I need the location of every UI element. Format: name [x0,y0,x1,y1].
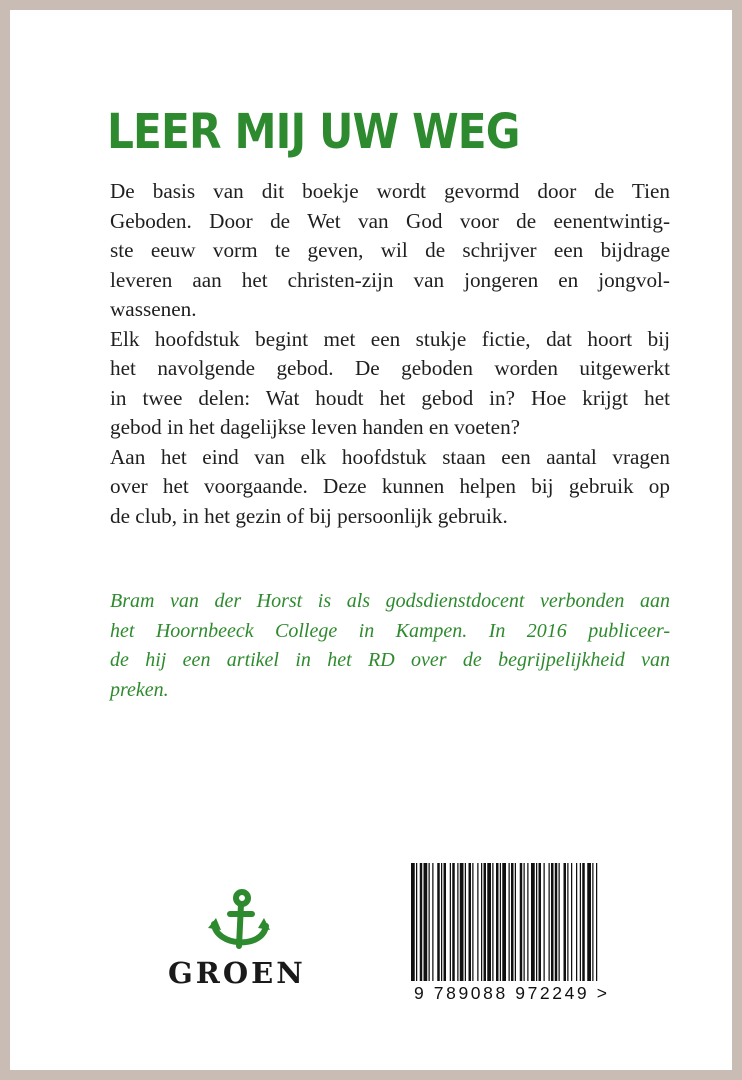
barcode-bar [420,863,423,981]
barcode-bar [437,863,440,981]
barcode-bar [477,863,478,981]
barcode-bar [511,863,514,981]
author-bio-line: Bram van der Horst is als godsdienstdocent verbonden aan [110,590,670,612]
barcode-bar [465,863,466,981]
author-bio-line: de hij een artikel in het RD over de begrijpelijkheid van [110,649,670,671]
barcode-bar [509,863,510,981]
description-line: de club, in het gezin of bij persoonlijk gebruik. [110,503,508,528]
barcode-bar [549,863,550,981]
author-bio-line: het Hoornbeeck College in Kampen. In 2016 publiceer- [110,619,670,642]
barcode-bar [492,863,493,981]
barcode-bar [469,863,472,981]
barcode-bar [411,863,415,981]
barcode-bar [582,863,585,981]
barcode-bar [432,863,433,981]
barcode-bar [487,863,491,981]
barcode-bar [576,863,577,981]
book-description [110,177,670,531]
barcode [408,863,644,981]
description-line: over het voorgaande. Deze kunnen helpen bij gebruik op [110,474,670,498]
description-line: ste eeuw vorm te geven, wil de schrijver een bijdrage [110,238,670,262]
barcode-bar [524,863,525,981]
barcode-bar [592,863,593,981]
description-line: in twee delen: Wat houdt het gebod in? Hoe krijgt het [110,385,670,410]
barcode-bar [539,863,542,981]
barcode-bar [551,863,554,981]
barcode-bar [472,863,473,981]
barcode-bar [536,863,537,981]
barcode-bar [416,863,417,981]
barcode-bar [460,863,464,981]
barcode-bar [567,863,568,981]
barcode-bar [520,863,523,981]
barcode-bar [429,863,430,981]
barcode-bar [527,863,528,981]
description-line: De basis van dit boekje wordt gevormd door de Tien [110,179,670,203]
barcode-bar [596,863,597,981]
barcode-bar [500,863,501,981]
description-line: leveren aan het christen-zijn van jongeren en jongvol- [110,267,670,292]
description-line: gebod in het dagelijkse leven handen en voeten? [110,415,521,439]
barcode-bar [452,863,455,981]
barcode-bar [555,863,558,981]
description-line: Elk hoofdstuk begint met een stukje fictie, dat hoort bij [110,326,670,351]
book-title: LEER MIJ UW WEG [107,104,520,160]
isbn-number: 9 789088 972249 > [414,983,610,1003]
anchor-icon [206,888,272,954]
author-bio-line: preken. [110,678,169,701]
barcode-bar [580,863,581,981]
barcode-bar [457,863,458,981]
barcode-bar [481,863,482,981]
barcode-bar [450,863,451,981]
description-line: wassenen. [110,297,197,321]
back-cover [10,10,732,1070]
barcode-bar [564,863,567,981]
barcode-bar [544,863,545,981]
barcode-bar [496,863,499,981]
description-line: Aan het eind van elk hoofdstuk staan een aantal vragen [110,444,670,469]
barcode-bar [484,863,487,981]
barcode-bar [502,863,506,981]
publisher-name: GROEN [168,956,306,990]
description-line: Geboden. Door de Wet van God voor de eenentwintig- [110,208,670,233]
barcode-bar [559,863,560,981]
barcode-bar [587,863,591,981]
barcode-bar [444,863,447,981]
barcode-bar [424,863,428,981]
author-bio [110,587,670,705]
barcode-bar [571,863,572,981]
barcode-bar [531,863,535,981]
barcode-bar [441,863,442,981]
barcode-bar [515,863,516,981]
description-line: het navolgende gebod. De geboden worden uitgewerkt [110,356,670,380]
